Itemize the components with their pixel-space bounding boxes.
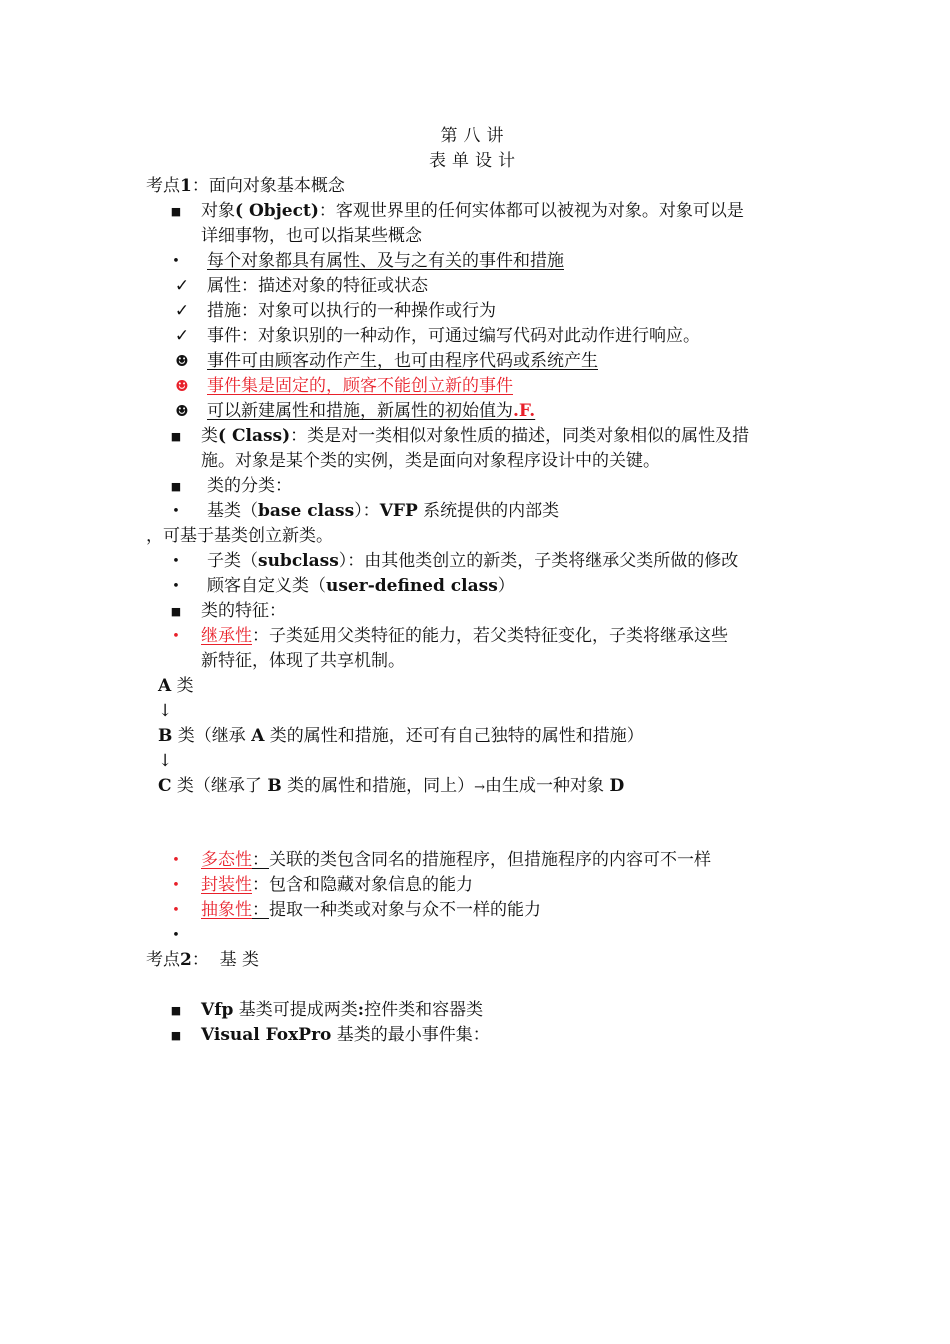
square-bullet-icon: ■ — [170, 205, 182, 218]
down-arrow-icon: ↓ — [158, 701, 173, 721]
new-property-note: 可以新建属性和措施，新属性的初始值为.F. — [207, 401, 536, 421]
dot-bullet-icon-red: • — [172, 878, 180, 893]
base-class-item: 基类（base class）：VFP 系统提供的内部类 — [207, 501, 560, 521]
class-definition: 类( Class)：类是对一类相似对象性质的描述，同类对象相似的属性及措 — [201, 426, 750, 446]
smiley-icon: ☻ — [175, 352, 189, 370]
class-types-heading: 类的分类： — [207, 476, 292, 496]
check-icon: ✓ — [174, 276, 190, 296]
abstraction-item: 抽象性：提取一种类或对象与众不一样的能力 — [201, 900, 541, 920]
user-defined-class-item: 顾客自定义类（user-defined class） — [207, 576, 515, 596]
kaodian-2-heading: 考点2： 基 类 — [146, 950, 260, 970]
class-features-heading: 类的特征： — [201, 601, 286, 621]
smiley-icon-red: ☻ — [175, 377, 189, 395]
object-definition-cont: 详细事物，也可以指某些概念 — [201, 226, 422, 246]
square-bullet-icon: ■ — [170, 1029, 182, 1042]
each-object-note: 每个对象都具有属性、及与之有关的事件和措施 — [207, 251, 564, 271]
class-definition-cont: 施。对象是某个类的实例，类是面向对象程序设计中的关键。 — [201, 451, 660, 471]
dot-bullet-icon-red: • — [172, 903, 180, 918]
section-title: 表单设计 — [429, 151, 521, 171]
event-source-note: 事件可由顾客动作产生，也可由程序代码或系统产生 — [207, 351, 598, 371]
class-b-label: B 类（继承 A 类的属性和措施，还可有自己独特的属性和措施） — [158, 726, 644, 746]
kaodian-1-heading: 考点1：面向对象基本概念 — [146, 176, 345, 196]
polymorphism-item: 多态性：关联的类包含同名的措施程序，但措施程序的内容可不一样 — [201, 850, 711, 870]
lecture-title: 第八讲 — [440, 126, 510, 146]
property-item: 属性：描述对象的特征或状态 — [207, 276, 428, 296]
event-item: 事件：对象识别的一种动作，可通过编写代码对此动作进行响应。 — [207, 326, 700, 346]
class-c-label: C 类（继承了 B 类的属性和措施，同上）→由生成一种对象 D — [158, 776, 625, 796]
square-bullet-icon: ■ — [170, 605, 182, 618]
inheritance-item: 继承性：子类延用父类特征的能力，若父类特征变化，子类将继承这些 — [201, 626, 728, 646]
object-definition: 对象( Object)：客观世界里的任何实体都可以被视为对象。对象可以是 — [201, 201, 744, 221]
encapsulation-item: 封装性：包含和隐藏对象信息的能力 — [201, 875, 473, 895]
square-bullet-icon: ■ — [170, 480, 182, 493]
class-a-label: A 类 — [158, 676, 194, 696]
square-bullet-icon: ■ — [170, 1004, 182, 1017]
smiley-icon: ☻ — [175, 402, 189, 420]
dot-bullet-icon-red: • — [172, 853, 180, 868]
inheritance-item-cont: 新特征，体现了共享机制。 — [201, 651, 405, 671]
check-icon: ✓ — [174, 326, 190, 346]
vfp-base-class-split: Vfp 基类可提成两类:控件类和容器类 — [201, 1000, 484, 1020]
check-icon: ✓ — [174, 301, 190, 321]
event-set-fixed-note: 事件集是固定的，顾客不能创立新的事件 — [207, 376, 513, 396]
subclass-item: 子类（subclass）：由其他类创立的新类，子类将继承父类所做的修改 — [207, 551, 739, 571]
dot-bullet-icon: • — [172, 554, 180, 569]
method-item: 措施：对象可以执行的一种操作或行为 — [207, 301, 496, 321]
dot-bullet-icon: • — [172, 254, 180, 269]
dot-bullet-icon: • — [172, 504, 180, 519]
dot-bullet-icon-red: • — [172, 629, 180, 644]
dot-bullet-icon: • — [172, 928, 180, 943]
vfp-min-event-set: Visual FoxPro 基类的最小事件集： — [201, 1025, 490, 1045]
down-arrow-icon: ↓ — [158, 751, 173, 771]
square-bullet-icon: ■ — [170, 430, 182, 443]
dot-bullet-icon: • — [172, 579, 180, 594]
base-class-cont: ，可基于基类创立新类。 — [146, 526, 333, 546]
